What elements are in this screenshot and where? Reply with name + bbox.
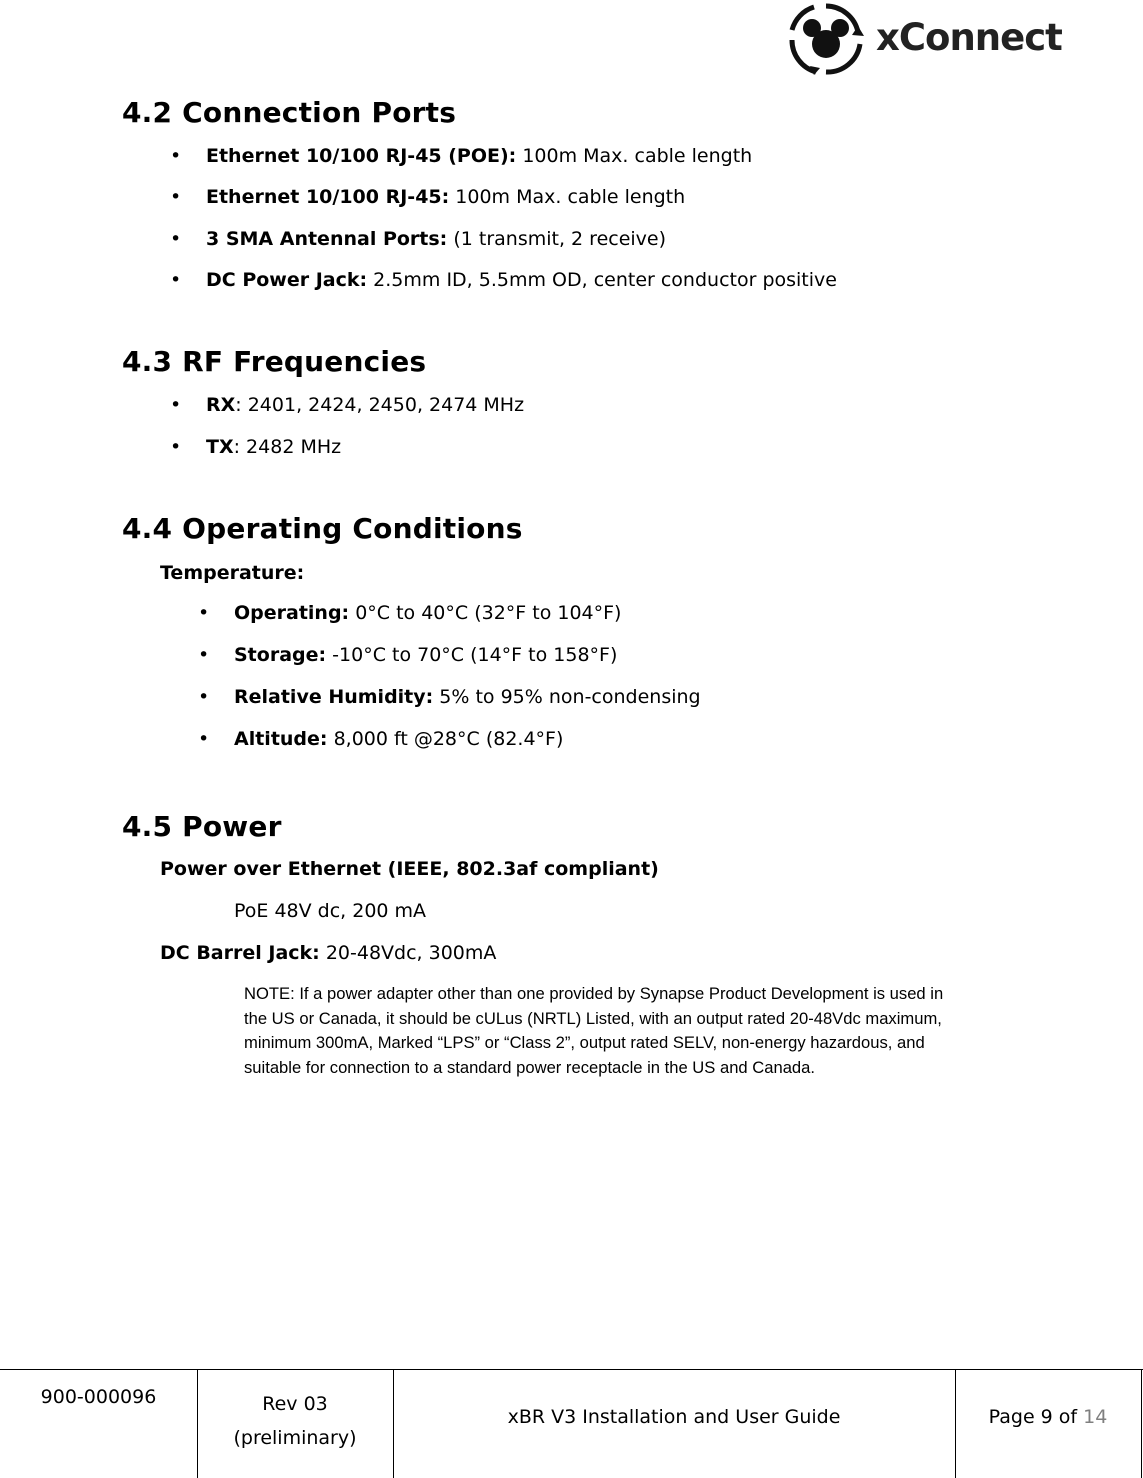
bullet: •	[198, 728, 210, 750]
doc-number: 900-000096	[40, 1386, 157, 1408]
section-heading-operating-conditions: 4.4 Operating Conditions	[122, 512, 523, 545]
bullet: •	[198, 644, 210, 666]
barrel-value: 20-48Vdc, 300mA	[325, 942, 497, 964]
list-item	[234, 602, 621, 624]
item-value: 5% to 95% non-condensing	[439, 686, 701, 708]
item-value: 0°C to 40°C (32°F to 104°F)	[355, 602, 622, 624]
mickey-arrows-icon	[786, 2, 866, 76]
item-label: Ethernet 10/100 RJ-45:	[206, 186, 450, 208]
list-item	[234, 728, 563, 750]
item-value: : 2482 MHz	[233, 436, 342, 458]
barrel-jack-line	[160, 942, 496, 964]
brand-text: xConnect	[876, 16, 1062, 59]
list-item	[206, 145, 752, 167]
item-label: Altitude:	[234, 728, 328, 750]
bullet: •	[170, 394, 182, 416]
item-label: Storage:	[234, 644, 327, 666]
page-prefix: Page 9 of	[988, 1406, 1078, 1428]
list-item	[206, 228, 666, 250]
item-value: 8,000 ft @28°C (82.4°F)	[333, 728, 564, 750]
divider	[1141, 1370, 1142, 1478]
item-label: Relative Humidity:	[234, 686, 434, 708]
revision-number: Rev 03	[262, 1393, 328, 1415]
list-item	[206, 436, 341, 458]
revision-status: (preliminary)	[233, 1427, 357, 1449]
section-heading-connection-ports: 4.2 Connection Ports	[122, 96, 457, 129]
item-label: RX	[206, 394, 236, 416]
section-heading-power: 4.5 Power	[122, 810, 282, 843]
barrel-label: DC Barrel Jack:	[160, 942, 320, 964]
note-line: minimum 300mA, Marked “LPS” or “Class 2”, output rated SELV, non-energy hazardous, and	[244, 1033, 925, 1052]
bullet: •	[170, 186, 182, 208]
power-note	[244, 982, 1044, 1080]
item-label: TX	[206, 436, 234, 458]
list-item	[206, 269, 837, 291]
note-line: NOTE: If a power adapter other than one provided by Synapse Product Development is used in	[244, 984, 944, 1003]
bullet: •	[170, 228, 182, 250]
revision	[197, 1370, 393, 1478]
bullet: •	[170, 145, 182, 167]
poe-subheading: Power over Ethernet (IEEE, 802.3af compliant)	[160, 858, 659, 880]
list-item	[234, 644, 617, 666]
item-value: : 2401, 2424, 2450, 2474 MHz	[235, 394, 525, 416]
poe-value: PoE 48V dc, 200 mA	[234, 900, 427, 922]
bullet: •	[198, 602, 210, 624]
note-line: suitable for connection to a standard power receptacle in the US and Canada.	[244, 1057, 816, 1077]
item-value: -10°C to 70°C (14°F to 158°F)	[332, 644, 618, 666]
section-heading-rf-frequencies: 4.3 RF Frequencies	[122, 345, 427, 378]
page-total: 14	[1083, 1406, 1108, 1428]
temperature-subheading: Temperature:	[160, 562, 305, 584]
list-item	[234, 686, 701, 708]
xconnect-logo	[786, 2, 1062, 76]
list-item	[206, 394, 524, 416]
item-value: 100m Max. cable length	[522, 145, 753, 167]
list-item	[206, 186, 685, 208]
document-title: xBR V3 Installation and User Guide	[507, 1406, 841, 1428]
item-label: DC Power Jack:	[206, 269, 368, 291]
item-label: 3 SMA Antennal Ports:	[206, 228, 448, 250]
page-footer	[0, 1369, 1143, 1477]
note-line: the US or Canada, it should be cULus (NRTL) Listed, with an output rated 20-48Vdc maximum,	[244, 1008, 942, 1028]
item-label: Operating:	[234, 602, 350, 624]
page-number	[955, 1370, 1141, 1478]
bullet: •	[198, 686, 210, 708]
bullet: •	[170, 269, 182, 291]
item-value: (1 transmit, 2 receive)	[453, 228, 667, 250]
item-value: 2.5mm ID, 5.5mm OD, center conductor positive	[373, 269, 837, 291]
item-label: Ethernet 10/100 RJ-45 (POE):	[206, 145, 517, 167]
item-value: 100m Max. cable length	[455, 186, 686, 208]
bullet: •	[170, 436, 182, 458]
